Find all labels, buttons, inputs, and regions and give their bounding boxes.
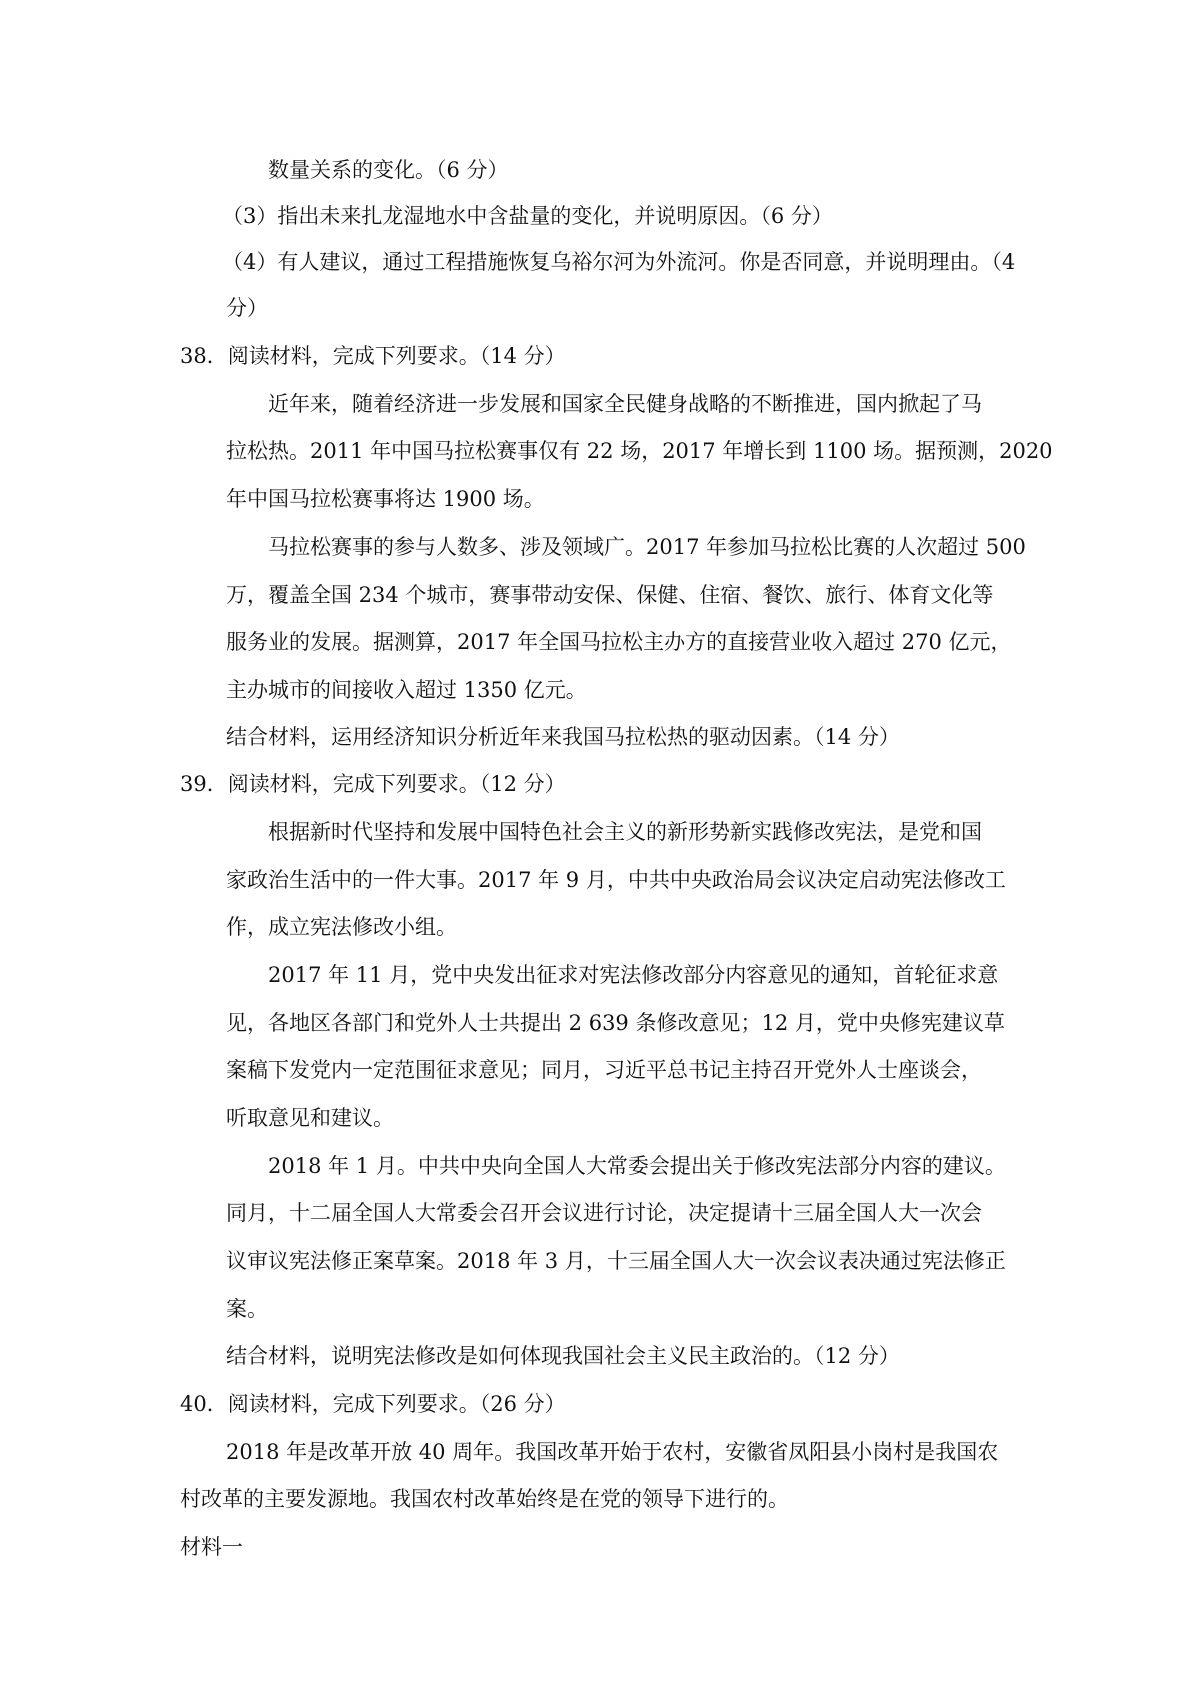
text-line: 2017 年 11 月，党中央发出征求对宪法修改部分内容意见的通知，首轮征求意 [268,963,999,987]
text-line: 2018 年是改革开放 40 周年。我国改革开始于农村，安徽省凤阳县小岗村是我国农 [226,1440,999,1464]
text-line: 议审议宪法修正案草案。2018 年 3 月，十三届全国人大一次会议表决通过宪法修正 [226,1249,1006,1273]
text-line: 案。 [226,1297,268,1321]
text-line: 拉松热。2011 年中国马拉松赛事仅有 22 场，2017 年增长到 1100 场。据预测，2020 [226,439,1053,463]
text-line: 万，覆盖全国 234 个城市，赛事带动安保、保健、住宿、餐饮、旅行、体育文化等 [226,583,994,607]
text-line: 作，成立宪法修改小组。 [226,915,457,939]
text-line: 听取意见和建议。 [226,1106,394,1130]
text-line: 见，各地区各部门和党外人士共提出 2 639 条修改意见；12 月，党中央修宪建议草 [226,1011,1005,1035]
material-label: 材料一 [180,1535,243,1559]
text-line: 家政治生活中的一件大事。2017 年 9 月，中共中央政治局会议决定启动宪法修改工 [226,868,1006,892]
question-prompt: 结合材料，运用经济知识分析近年来我国马拉松热的驱动因素。（14 分） [226,725,900,749]
text-line: 近年来，随着经济进一步发展和国家全民健身战略的不断推进，国内掀起了马 [268,392,982,416]
text-line: （3）指出未来扎龙湿地水中含盐量的变化，并说明原因。（6 分） [222,204,833,228]
text-line: 案稿下发党内一定范围征求意见；同月，习近平总书记主持召开党外人士座谈会， [226,1058,982,1082]
text-line: 根据新时代坚持和发展中国特色社会主义的新形势新实践修改宪法，是党和国 [268,820,982,844]
text-line: 数量关系的变化。（6 分） [268,158,509,182]
question-39-heading: 39．阅读材料，完成下列要求。（12 分） [180,772,566,796]
text-line: 主办城市的间接收入超过 1350 亿元。 [226,678,587,702]
text-line: 同月，十二届全国人大常委会召开会议进行讨论，决定提请十三届全国人大一次会 [226,1201,982,1225]
text-line: 服务业的发展。据测算，2017 年全国马拉松主办方的直接营业收入超过 270 亿元， [226,630,1012,654]
text-line: 2018 年 1 月。中共中央向全国人大常委会提出关于修改宪法部分内容的建议。 [268,1154,1006,1178]
text-line: 马拉松赛事的参与人数多、涉及领域广。2017 年参加马拉松比赛的人次超过 500 [268,535,1026,559]
text-line: 分） [226,296,268,320]
question-prompt: 结合材料，说明宪法修改是如何体现我国社会主义民主政治的。（12 分） [226,1344,900,1368]
text-line: 村改革的主要发源地。我国农村改革始终是在党的领导下进行的。 [180,1487,789,1511]
text-line: 年中国马拉松赛事将达 1900 场。 [226,487,545,511]
text-line: （4）有人建议，通过工程措施恢复乌裕尔河为外流河。你是否同意，并说明理由。（4 [222,250,1016,274]
question-38-heading: 38．阅读材料，完成下列要求。（14 分） [180,344,566,368]
question-40-heading: 40．阅读材料，完成下列要求。（26 分） [180,1392,566,1416]
